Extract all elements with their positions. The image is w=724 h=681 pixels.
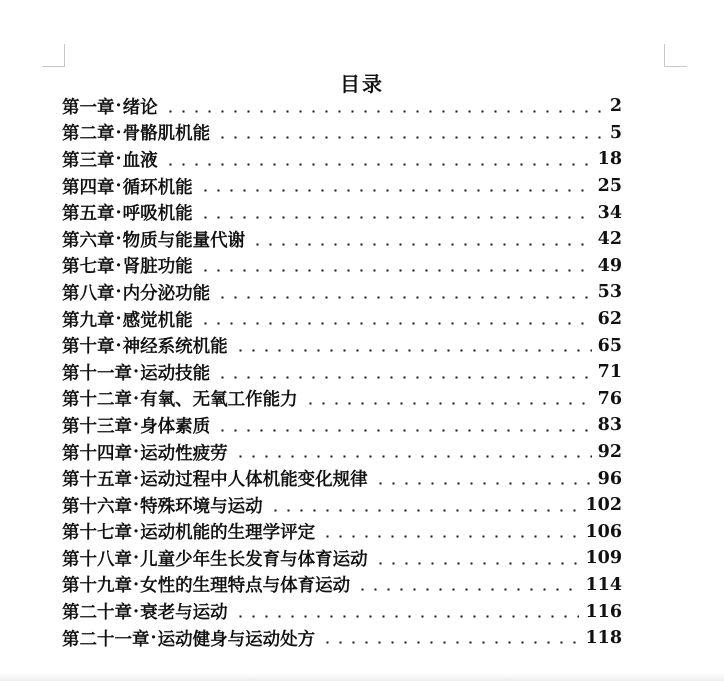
toc-entry-separator: · xyxy=(115,255,122,276)
toc-entry-name: 神经系统机能 xyxy=(122,337,228,358)
toc-entry-chapter: 第四章 xyxy=(62,177,115,198)
toc-entry-separator: · xyxy=(133,521,140,542)
toc-entry-page-number: 96 xyxy=(597,468,622,489)
toc-entry-page-number: 62 xyxy=(597,309,622,330)
toc-entry-dot-leader xyxy=(269,509,580,512)
toc-entry-name: 女性的生理特点与体育运动 xyxy=(140,576,351,597)
toc-entry-dot-leader xyxy=(199,216,592,219)
toc-entry-chapter: 第十六章 xyxy=(62,496,132,517)
toc-entry-chapter: 第五章 xyxy=(62,204,115,225)
toc-entry-name: 血液 xyxy=(122,150,158,171)
toc-entry-chapter: 第十五章 xyxy=(62,470,132,491)
toc-entry-page-number: 76 xyxy=(597,388,622,409)
toc-entry-dot-leader xyxy=(216,296,592,299)
toc-entry-name: 衰老与运动 xyxy=(140,603,228,624)
toc-entry-chapter: 第十章 xyxy=(62,337,115,358)
toc-entry-page-number: 71 xyxy=(597,362,622,383)
toc-entry-name: 身体素质 xyxy=(140,416,211,437)
page-bottom-edge xyxy=(0,673,724,681)
toc-entry-page-number: 106 xyxy=(585,521,622,542)
toc-entry-separator: · xyxy=(133,601,140,622)
toc-entry xyxy=(62,625,622,652)
toc-entry-page-number: 2 xyxy=(609,96,622,117)
toc-entry-page-number: 109 xyxy=(585,548,622,569)
toc-entry-chapter: 第十九章 xyxy=(62,576,132,597)
toc-entry-chapter: 第二十章 xyxy=(62,603,132,624)
toc-entry-dot-leader xyxy=(164,163,592,166)
toc-entry-separator: · xyxy=(150,628,157,649)
toc-entry-chapter: 第二十一章 xyxy=(62,629,150,650)
toc-entry-page-number: 42 xyxy=(597,229,622,250)
toc-entry xyxy=(62,253,622,280)
toc-entry-chapter: 第六章 xyxy=(62,230,115,251)
toc-entry xyxy=(62,146,622,173)
toc-entry-name: 绪论 xyxy=(122,97,158,118)
toc-entry xyxy=(62,332,622,359)
toc-entry xyxy=(62,545,622,572)
toc-entry-chapter: 第三章 xyxy=(62,150,115,171)
toc-entry xyxy=(62,492,622,519)
toc-entry-separator: · xyxy=(115,335,122,356)
toc-entry-dot-leader xyxy=(234,349,592,352)
toc-entry-name: 内分泌功能 xyxy=(122,283,211,304)
toc-entry-page-number: 49 xyxy=(597,255,622,276)
toc-entry-page-number: 92 xyxy=(597,442,622,463)
toc-entry-separator: · xyxy=(115,309,122,330)
toc-entry-name: 有氧、无氧工作能力 xyxy=(140,390,298,411)
toc-entry-name: 呼吸机能 xyxy=(122,204,193,225)
toc-entry xyxy=(62,226,622,253)
toc-entry-name: 运动机能的生理学评定 xyxy=(140,523,316,544)
toc-entry-separator: · xyxy=(133,548,140,569)
toc-entry-dot-leader xyxy=(216,376,592,379)
toc-entry-name: 儿童少年生长发育与体育运动 xyxy=(140,549,368,570)
toc-entry-page-number: 116 xyxy=(585,601,622,622)
toc-entry-page-number: 65 xyxy=(597,335,622,356)
toc-entry-name: 运动性疲劳 xyxy=(140,443,228,464)
toc-entry-page-number: 34 xyxy=(597,202,622,223)
toc-entry-chapter: 第七章 xyxy=(62,257,115,278)
toc-entry-name: 物质与能量代谢 xyxy=(122,230,246,251)
toc-entry-dot-leader xyxy=(199,269,592,272)
toc-entry xyxy=(62,120,622,147)
toc-list xyxy=(62,93,622,651)
toc-entry-chapter: 第十一章 xyxy=(62,363,132,384)
toc-entry-dot-leader xyxy=(251,243,592,246)
toc-entry-dot-leader xyxy=(356,588,579,591)
toc-entry-separator: · xyxy=(133,388,140,409)
toc-entry-chapter: 第十七章 xyxy=(62,523,132,544)
toc-entry-name: 运动过程中人体机能变化规律 xyxy=(140,470,368,491)
toc-entry-separator: · xyxy=(115,229,122,250)
toc-entry xyxy=(62,519,622,546)
toc-entry-separator: · xyxy=(133,415,140,436)
toc-entry-dot-leader xyxy=(374,482,592,485)
toc-entry xyxy=(62,412,622,439)
toc-entry-separator: · xyxy=(133,442,140,463)
toc-entry-page-number: 25 xyxy=(597,176,622,197)
toc-entry-dot-leader xyxy=(374,562,580,565)
toc-entry-separator: · xyxy=(115,149,122,170)
toc-entry-page-number: 53 xyxy=(597,282,622,303)
toc-entry-separator: · xyxy=(133,574,140,595)
toc-entry-page-number: 5 xyxy=(609,122,622,143)
toc-entry-page-number: 102 xyxy=(585,495,622,516)
toc-entry-dot-leader xyxy=(304,402,592,405)
toc-entry-name: 运动技能 xyxy=(140,363,211,384)
toc-entry-name: 骨骼肌机能 xyxy=(122,124,211,145)
toc-entry xyxy=(62,279,622,306)
toc-entry-dot-leader xyxy=(234,615,580,618)
toc-entry-name: 感觉机能 xyxy=(122,310,193,331)
toc-entry-page-number: 114 xyxy=(585,574,622,595)
toc-entry-chapter: 第十四章 xyxy=(62,443,132,464)
toc-entry xyxy=(62,386,622,413)
toc-entry xyxy=(62,465,622,492)
toc-entry-dot-leader xyxy=(199,189,592,192)
toc-entry-separator: · xyxy=(115,176,122,197)
toc-entry-dot-leader xyxy=(216,136,604,139)
toc-entry-name: 循环机能 xyxy=(122,177,193,198)
toc-entry-chapter: 第八章 xyxy=(62,283,115,304)
toc-entry-separator: · xyxy=(133,495,140,516)
toc-title: 目录 xyxy=(340,72,384,96)
toc-entry-dot-leader xyxy=(164,110,604,113)
toc-entry-separator: · xyxy=(115,122,122,143)
toc-entry xyxy=(62,359,622,386)
toc-entry xyxy=(62,572,622,599)
toc-entry-name: 运动健身与运动处方 xyxy=(157,629,316,650)
toc-entry-chapter: 第一章 xyxy=(62,97,115,118)
toc-entry-separator: · xyxy=(133,468,140,489)
toc-entry-chapter: 第十八章 xyxy=(62,549,132,570)
toc-entry xyxy=(62,306,622,333)
toc-entry-page-number: 118 xyxy=(585,628,622,649)
toc-entry-page-number: 18 xyxy=(597,149,622,170)
toc-entry-separator: · xyxy=(115,282,122,303)
toc-entry-chapter: 第九章 xyxy=(62,310,115,331)
toc-entry xyxy=(62,439,622,466)
toc-entry-separator: · xyxy=(115,96,122,117)
toc-entry-chapter: 第十三章 xyxy=(62,416,132,437)
toc-entry-dot-leader xyxy=(216,429,592,432)
toc-entry-separator: · xyxy=(115,202,122,223)
toc-entry xyxy=(62,199,622,226)
toc-entry xyxy=(62,598,622,625)
toc-entry-name: 特殊环境与运动 xyxy=(140,496,263,517)
toc-entry xyxy=(62,93,622,120)
toc-entry-dot-leader xyxy=(321,641,579,644)
toc-entry-dot-leader xyxy=(199,322,592,325)
toc-entry-chapter: 第二章 xyxy=(62,124,115,145)
toc-entry-dot-leader xyxy=(234,455,592,458)
toc-entry-dot-leader xyxy=(321,535,579,538)
toc-entry-separator: · xyxy=(133,362,140,383)
toc-entry-page-number: 83 xyxy=(597,415,622,436)
page-corner-mark-top-left xyxy=(42,44,65,67)
toc-entry-chapter: 第十二章 xyxy=(62,390,132,411)
toc-entry xyxy=(62,173,622,200)
page-corner-mark-top-right xyxy=(664,44,687,67)
toc-entry-name: 肾脏功能 xyxy=(122,257,193,278)
